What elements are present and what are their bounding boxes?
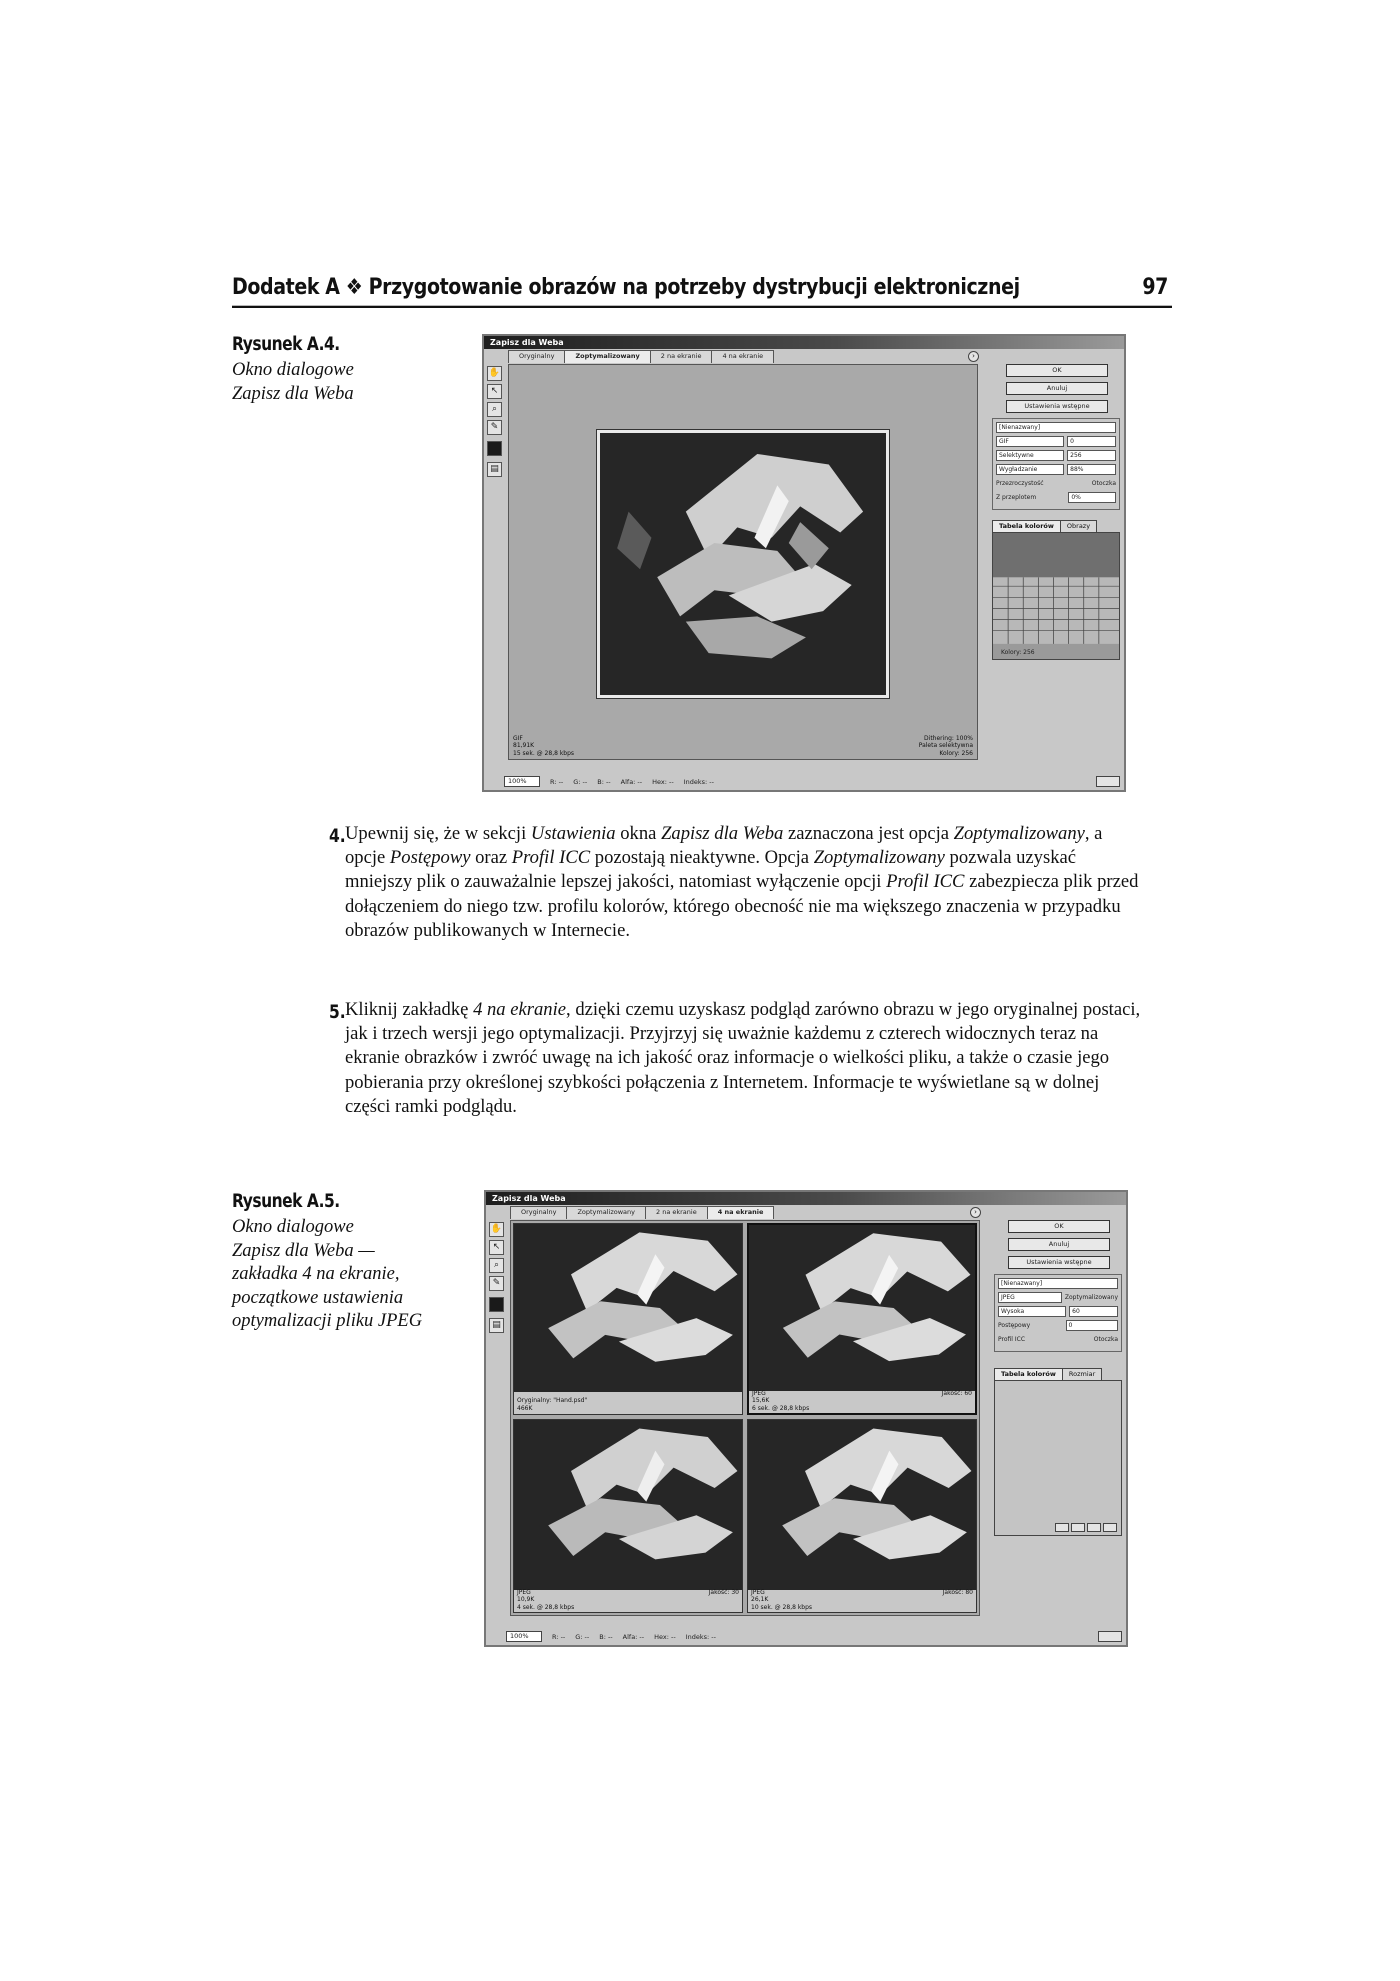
dither-algorithm-select[interactable]: Wygładzanie bbox=[996, 464, 1064, 475]
preview-image bbox=[514, 1224, 742, 1392]
presets-button[interactable]: Ustawienia wstępne bbox=[1006, 400, 1108, 413]
hand-photo-icon bbox=[514, 1224, 742, 1392]
preview-in-browser-icon[interactable] bbox=[1096, 776, 1120, 787]
tab-4-up[interactable]: 4 na ekranie bbox=[711, 350, 774, 363]
tab-optimized[interactable]: Zoptymalizowany bbox=[566, 1206, 646, 1219]
figure-caption-text: Okno dialogowe Zapisz dla Weba bbox=[232, 360, 354, 404]
status-bar bbox=[506, 1630, 1122, 1643]
preview-info-left: GIF 81,91K 15 sek. @ 28,8 kbps bbox=[513, 734, 575, 757]
status-index: Indeks: -- bbox=[683, 777, 714, 786]
step-term: Profil ICC bbox=[886, 871, 965, 893]
color-subtabs bbox=[992, 520, 1120, 532]
eyedropper-tool-icon[interactable]: ✎ bbox=[487, 420, 502, 435]
arrow-right-icon[interactable]: › bbox=[968, 351, 979, 362]
settings-box bbox=[992, 418, 1120, 510]
save-for-web-window-a5 bbox=[484, 1190, 1128, 1647]
save-for-web-window-a4 bbox=[482, 334, 1126, 792]
figure-caption-text: Okno dialogowe Zapisz dla Weba — zakładka 4 na ekranie, początkowe ustawienia optymalizacji pliku JPEG bbox=[232, 1217, 423, 1331]
step-text: pozwala uzyskać mniejszy plik o zauważalnie lepszej jakości, natomiast wyłączenie opcji bbox=[345, 847, 1077, 893]
ok-button[interactable]: OK bbox=[1008, 1220, 1110, 1233]
step-term: Zoptymalizowany bbox=[813, 847, 945, 869]
page-number: 97 bbox=[1142, 274, 1168, 300]
status-hex: Hex: -- bbox=[654, 1632, 676, 1641]
pane-info-left: JPEG 10,9K 4 sek. @ 28,8 kbps bbox=[517, 1588, 575, 1611]
figure-label: Rysunek A.4. bbox=[232, 333, 340, 355]
toolbar bbox=[489, 1222, 507, 1336]
step-term: 4 na ekranie bbox=[473, 999, 567, 1020]
toggle-slices-icon[interactable]: ▤ bbox=[487, 462, 502, 477]
ok-button[interactable]: OK bbox=[1006, 364, 1108, 377]
pane-info-left: JPEG 15,6K 6 sek. @ 28,8 kbps bbox=[752, 1389, 810, 1412]
settings-box bbox=[994, 1274, 1122, 1352]
step-term: Zoptymalizowany bbox=[953, 823, 1085, 844]
hand-photo-icon bbox=[600, 433, 886, 695]
color-subtabs bbox=[994, 1368, 1122, 1380]
pane-info-right: Jakość: 80 bbox=[942, 1588, 973, 1596]
step-text: Kliknij zakładkę bbox=[345, 999, 474, 1020]
running-header bbox=[232, 267, 1172, 308]
status-alpha: Alfa: -- bbox=[620, 777, 643, 786]
status-g: G: -- bbox=[573, 777, 588, 786]
lossy-field[interactable]: 0 bbox=[1067, 436, 1116, 447]
hand-tool-icon[interactable]: ✋ bbox=[487, 366, 502, 381]
hand-photo-icon bbox=[748, 1420, 976, 1590]
pane-info-left: Oryginalny: "Hand.psd" 466K bbox=[517, 1397, 588, 1412]
tab-2-up[interactable]: 2 na ekranie bbox=[650, 350, 713, 363]
step-text: zaznaczona jest opcja bbox=[783, 823, 954, 844]
preset-select[interactable]: [Nienazwany] bbox=[996, 422, 1116, 433]
tab-optimized[interactable]: Zoptymalizowany bbox=[564, 350, 650, 363]
toolbar bbox=[487, 366, 505, 480]
figure-label: Rysunek A.5. bbox=[232, 1190, 340, 1212]
quality-select[interactable]: Wysoka bbox=[998, 1306, 1066, 1317]
window-title: Zapisz dla Weba bbox=[484, 336, 1124, 349]
step-5 bbox=[329, 998, 1145, 1119]
view-tabs bbox=[508, 350, 773, 363]
status-index: Indeks: -- bbox=[685, 1632, 716, 1641]
figure-a5-caption bbox=[232, 1190, 432, 1334]
window-title: Zapisz dla Weba bbox=[486, 1192, 1126, 1205]
preset-select[interactable]: [Nienazwany] bbox=[998, 1278, 1118, 1289]
settings-panel bbox=[992, 362, 1120, 660]
step-text: , a opcje bbox=[345, 823, 1103, 869]
eyedropper-tool-icon[interactable]: ✎ bbox=[489, 1276, 504, 1291]
zoom-select[interactable]: 100% bbox=[506, 1631, 542, 1642]
preview-pane-jpeg-60[interactable] bbox=[747, 1223, 977, 1415]
preview-area bbox=[508, 364, 978, 760]
transparency-checkbox[interactable]: Przezroczystość bbox=[996, 480, 1044, 487]
trash-icon[interactable] bbox=[1103, 1523, 1117, 1532]
chapter-title: Dodatek A ❖ Przygotowanie obrazów na potrzeby dystrybucji elektronicznej bbox=[232, 274, 1020, 300]
zoom-select[interactable]: 100% bbox=[504, 776, 540, 787]
status-bar bbox=[504, 775, 1120, 788]
dither-field[interactable]: 88% bbox=[1067, 464, 1116, 475]
tab-color-table[interactable]: Tabela kolorów bbox=[994, 1368, 1063, 1380]
tab-image-size[interactable]: Rozmiar bbox=[1062, 1368, 1102, 1380]
step-text: okna bbox=[615, 823, 662, 844]
status-r: R: -- bbox=[552, 1632, 566, 1641]
colors-field[interactable]: 256 bbox=[1067, 450, 1116, 461]
preview-pane-jpeg-30[interactable] bbox=[513, 1419, 743, 1613]
hand-photo-icon bbox=[514, 1420, 742, 1590]
tab-image-size[interactable]: Obrazy bbox=[1060, 520, 1097, 532]
color-table bbox=[994, 1380, 1122, 1536]
tab-color-table[interactable]: Tabela kolorów bbox=[992, 520, 1061, 532]
status-r: R: -- bbox=[550, 777, 564, 786]
lock-color-icon[interactable] bbox=[1055, 1523, 1069, 1532]
color-grid-icon bbox=[993, 533, 1119, 644]
preview-pane-original[interactable] bbox=[513, 1223, 743, 1415]
step-text: oraz bbox=[470, 847, 512, 869]
step-term: Ustawienia bbox=[530, 823, 616, 844]
format-select[interactable]: JPEG bbox=[998, 1292, 1062, 1303]
preview-pane-jpeg-80[interactable] bbox=[747, 1419, 977, 1613]
slice-select-tool-icon[interactable]: ↖ bbox=[489, 1240, 504, 1255]
matte-label: Otoczka bbox=[1093, 1336, 1118, 1343]
interlaced-checkbox[interactable]: Z przeplotem bbox=[996, 494, 1037, 501]
color-count: Kolory: 256 bbox=[1001, 649, 1035, 656]
presets-button[interactable]: Ustawienia wstępne bbox=[1008, 1256, 1110, 1269]
preview-image bbox=[749, 1225, 975, 1391]
step-text: , dzięki czemu uzyskasz podgląd zarówno obrazu w jego oryginalnej postaci, jak i trzech wersji jego optymalizacji. Przyjrzyj się uważnie każdemu z czterech widocznych teraz na ekranie obrazków i zwróć uwagę na ich jakość oraz informacje o wielkości pliku, a także o czasie jego pobierania przy określonej szybkości połączenia z Internetem. Informacje te wyświetlane są w dolnej części ramki podglądu. bbox=[345, 999, 1141, 1117]
blur-field[interactable]: 0 bbox=[1066, 1320, 1118, 1331]
new-color-icon[interactable] bbox=[1087, 1523, 1101, 1532]
arrow-right-icon[interactable]: › bbox=[970, 1207, 981, 1218]
status-g: G: -- bbox=[575, 1632, 590, 1641]
preview-image bbox=[597, 430, 889, 698]
step-text: zabezpiecza plik przed dołączeniem do niego tzw. profilu kolorów, którego obecność nie ma większego znaczenia w przypadku obrazów publikowanych w Internecie. bbox=[345, 871, 1139, 941]
web-snap-field[interactable]: 0% bbox=[1068, 492, 1116, 503]
step-term: Profil ICC bbox=[511, 847, 591, 869]
preview-area bbox=[510, 1220, 980, 1616]
step-number: 5. bbox=[329, 1001, 346, 1023]
tab-4-up[interactable]: 4 na ekranie bbox=[707, 1206, 775, 1219]
settings-panel bbox=[994, 1218, 1122, 1536]
pane-info-right: Jakość: 30 bbox=[708, 1588, 739, 1596]
step-term: Zapisz dla Weba bbox=[661, 823, 784, 844]
status-b: B: -- bbox=[597, 777, 611, 786]
hand-tool-icon[interactable]: ✋ bbox=[489, 1222, 504, 1237]
step-text: Upewnij się, że w sekcji bbox=[345, 823, 531, 844]
tab-original[interactable]: Oryginalny bbox=[510, 1206, 567, 1219]
view-tabs bbox=[510, 1206, 773, 1219]
cancel-button[interactable]: Anuluj bbox=[1008, 1238, 1110, 1251]
color-swatch[interactable] bbox=[489, 1297, 504, 1312]
step-4 bbox=[329, 822, 1145, 943]
hand-photo-icon bbox=[749, 1225, 975, 1391]
pane-info-left: JPEG 26,1K 10 sek. @ 28,8 kbps bbox=[751, 1588, 813, 1611]
color-swatch[interactable] bbox=[487, 441, 502, 456]
step-term: Postępowy bbox=[389, 847, 471, 869]
cancel-button[interactable]: Anuluj bbox=[1006, 382, 1108, 395]
matte-label: Otoczka bbox=[1091, 480, 1116, 487]
quality-field[interactable]: 60 bbox=[1069, 1306, 1118, 1317]
figure-a4-caption bbox=[232, 333, 432, 406]
status-alpha: Alfa: -- bbox=[622, 1632, 645, 1641]
icc-profile-checkbox[interactable]: Profil ICC bbox=[998, 1336, 1026, 1343]
preview-image bbox=[748, 1420, 976, 1590]
color-table-buttons bbox=[1055, 1523, 1117, 1532]
preview-in-browser-icon[interactable] bbox=[1098, 1631, 1122, 1642]
preview-info-right: Dithering: 100% Paleta selektywna Kolory: 256 bbox=[918, 734, 973, 757]
zoom-tool-icon[interactable]: ⌕ bbox=[489, 1258, 504, 1273]
slice-select-tool-icon[interactable]: ↖ bbox=[487, 384, 502, 399]
step-text: pozostają nieaktywne. Opcja bbox=[590, 847, 814, 869]
tab-original[interactable]: Oryginalny bbox=[508, 350, 565, 363]
tab-2-up[interactable]: 2 na ekranie bbox=[645, 1206, 708, 1219]
reduction-select[interactable]: Selektywne bbox=[996, 450, 1064, 461]
format-select[interactable]: GIF bbox=[996, 436, 1064, 447]
web-shift-icon[interactable] bbox=[1071, 1523, 1085, 1532]
status-b: B: -- bbox=[599, 1632, 613, 1641]
toggle-slices-icon[interactable]: ▤ bbox=[489, 1318, 504, 1333]
step-number: 4. bbox=[329, 825, 346, 847]
optimized-checkbox[interactable]: Zoptymalizowany bbox=[1064, 1294, 1118, 1301]
zoom-tool-icon[interactable]: ⌕ bbox=[487, 402, 502, 417]
color-table bbox=[992, 532, 1120, 660]
progressive-checkbox[interactable]: Postępowy bbox=[998, 1322, 1031, 1329]
pane-info-right: Jakość: 60 bbox=[941, 1389, 972, 1397]
preview-image bbox=[514, 1420, 742, 1590]
status-hex: Hex: -- bbox=[652, 777, 674, 786]
